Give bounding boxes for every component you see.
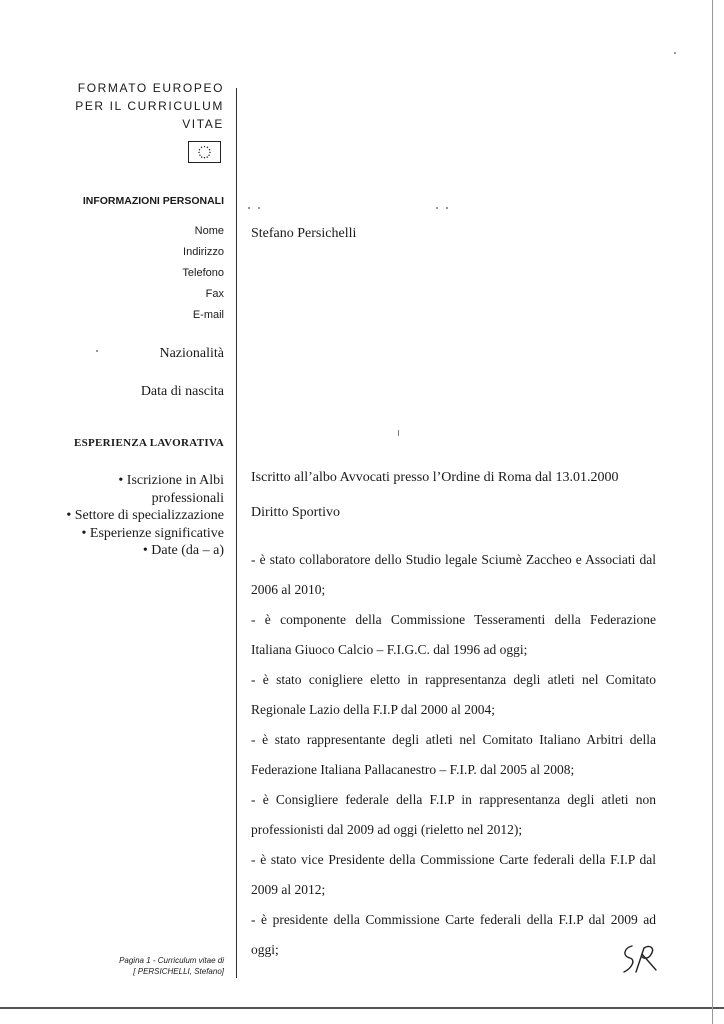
label-telefono: Telefono xyxy=(182,267,224,279)
bullet-esperienze: • Esperienze significative xyxy=(81,525,224,541)
experience-item: - è componente della Commissione Tesseramenti della Federazione Italiana Giuoco Calcio – F.I.G.C. dal 1996 ad oggi; xyxy=(251,612,656,657)
experience-item: - è stato collaboratore dello Studio legale Sciumè Zaccheo e Associati dal 2006 al 2010; xyxy=(251,552,656,597)
bullet-albi-cont: professionali xyxy=(151,490,224,506)
cv-format-title xyxy=(60,79,224,133)
albo-value: Iscritto all’albo Avvocati presso l’Ordine di Roma dal 13.01.2000 xyxy=(251,470,619,485)
scan-speck xyxy=(96,350,98,352)
bullet-albi: • Iscrizione in Albi xyxy=(118,473,224,488)
scan-speck xyxy=(248,207,250,209)
section-personal-info: INFORMAZIONI PERSONALI xyxy=(82,195,224,207)
title-line-1: FORMATO EUROPEO xyxy=(77,81,224,95)
bullet-settore: • Settore di specializzazione xyxy=(66,508,224,523)
footer-line-1: Pagina 1 - Curriculum vitae di xyxy=(119,956,224,965)
scan-speck xyxy=(398,430,399,436)
scan-right-edge xyxy=(712,0,713,1024)
experience-item: - è stato conigliere eletto in rappresentanza degli atleti nel Comitato Regionale Lazio della F.I.P dal 2000 al 2004; xyxy=(251,672,656,717)
title-line-2: PER IL CURRICULUM xyxy=(75,99,224,113)
page-footer xyxy=(90,955,224,977)
experience-item: - è stato rappresentante degli atleti nel Comitato Italiano Arbitri della Federazione Italiana Pallacanestro – F.I.P. dal 2005 al 2008; xyxy=(251,732,656,777)
title-line-3: VITAE xyxy=(182,117,224,131)
experience-item: - è presidente della Commissione Carte federali della F.I.P dal 2009 ad oggi; xyxy=(251,912,656,957)
bullet-date: • Date (da – a) xyxy=(142,543,224,558)
experience-item: - è Consigliere federale della F.I.P in rappresentanza degli atleti non professionisti dal 2009 ad oggi (rieletto nel 2012); xyxy=(251,792,656,837)
experience-item: - è stato vice Presidente della Commissione Carte federali della F.I.P dal 2009 al 2012; xyxy=(251,852,656,897)
footer-line-2: [ PERSICHELLI, Stefano] xyxy=(133,967,224,976)
scan-speck xyxy=(674,52,676,54)
label-nome: Nome xyxy=(194,225,224,237)
scan-speck xyxy=(436,207,438,209)
eu-flag-icon xyxy=(188,141,221,163)
label-nazionalita: Nazionalità xyxy=(159,346,224,361)
signature-initials-icon xyxy=(618,942,660,976)
label-fax: Fax xyxy=(205,288,224,300)
scan-speck xyxy=(258,207,260,209)
scan-bottom-edge xyxy=(0,1007,724,1009)
settore-value: Diritto Sportivo xyxy=(251,505,341,520)
label-indirizzo: Indirizzo xyxy=(183,246,224,258)
experience-list xyxy=(251,545,656,965)
label-data-nascita: Data di nascita xyxy=(140,384,224,399)
scan-speck xyxy=(446,207,448,209)
column-divider xyxy=(236,88,237,978)
experience-field-labels xyxy=(30,472,224,560)
label-email: E-mail xyxy=(192,309,224,321)
section-work-experience: ESPERIENZA LAVORATIVA xyxy=(73,437,224,449)
name-value: Stefano Persichelli xyxy=(251,226,357,241)
